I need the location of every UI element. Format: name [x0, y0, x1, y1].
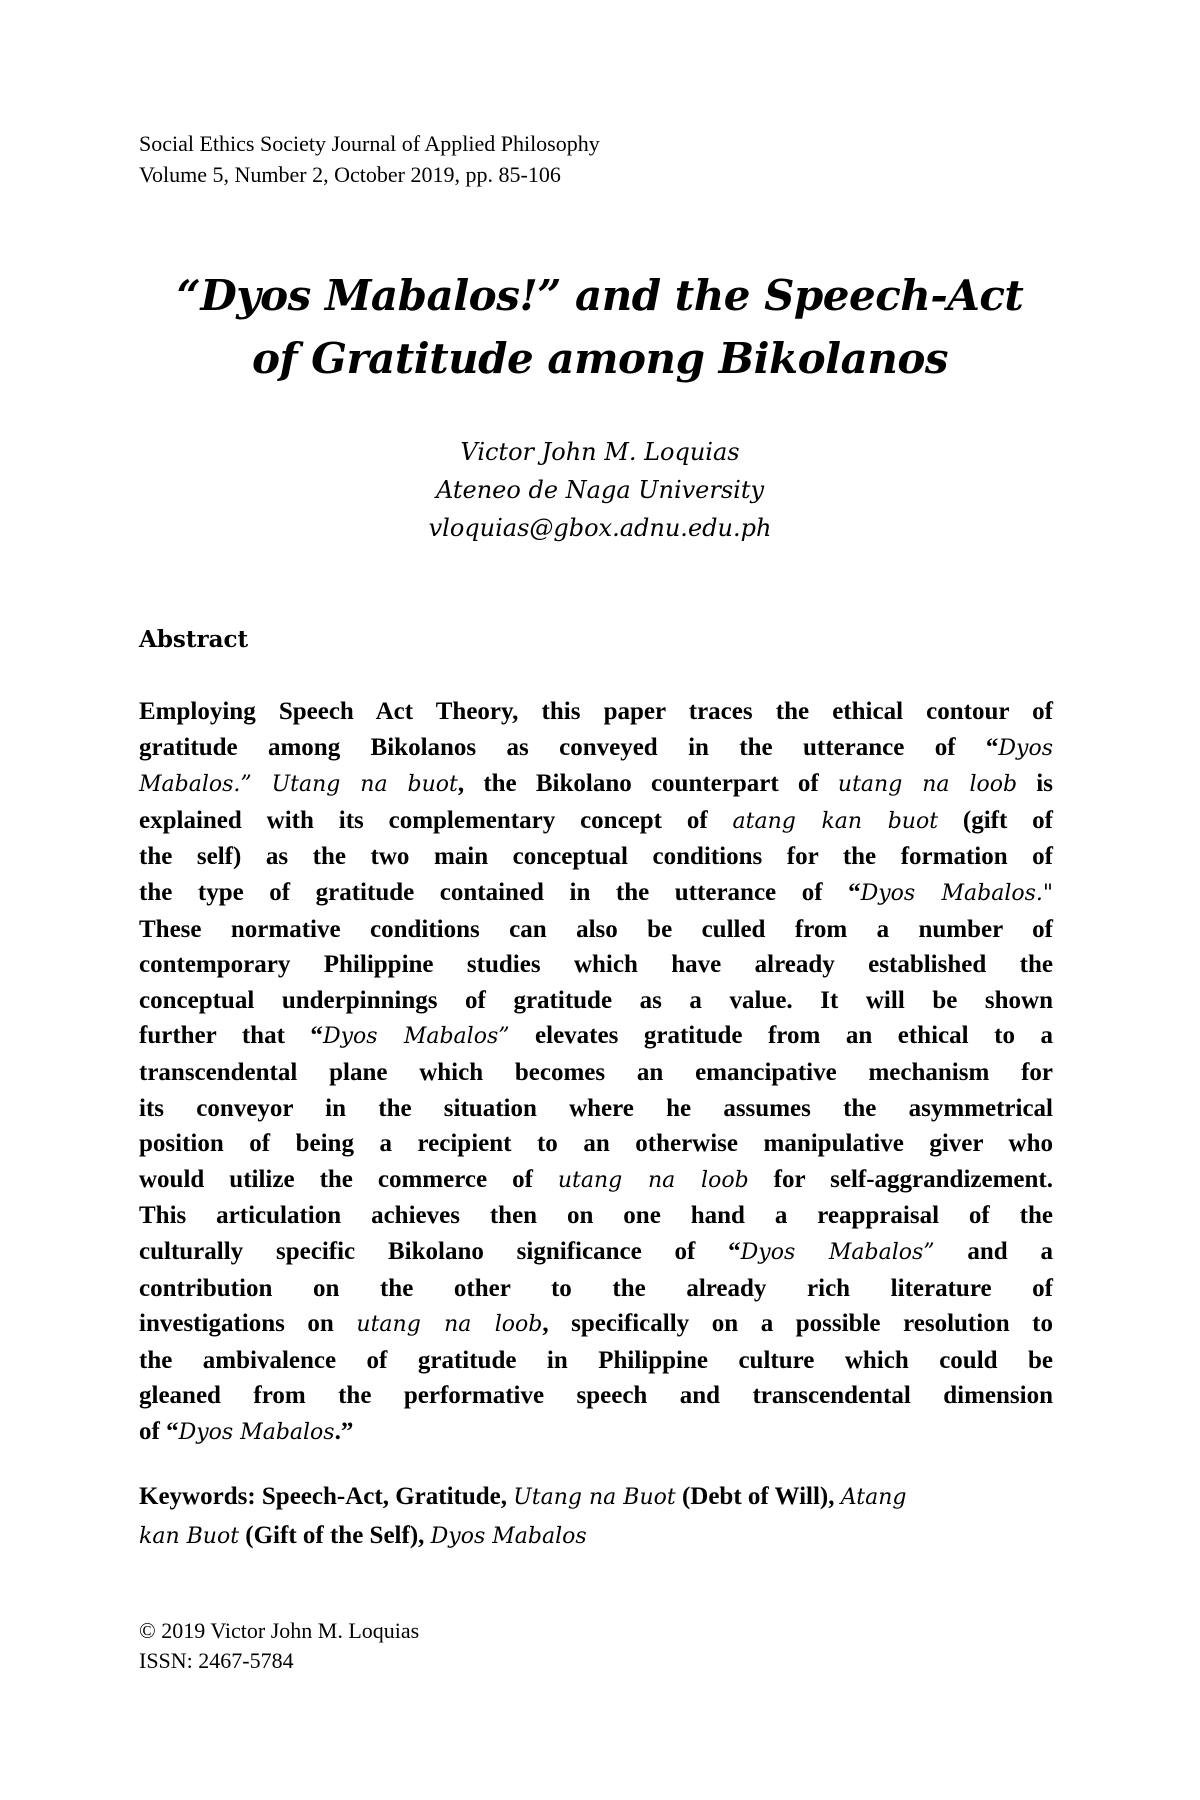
- keywords: [139, 1478, 1053, 1556]
- author-email: vloquias@gbox.adnu.edu.ph: [428, 514, 772, 542]
- keyword-italic: Dyos Mabalos: [430, 1524, 587, 1549]
- text-segment: gratitude among Bikolanos as conveyed in the utterance of “: [139, 733, 999, 761]
- text-segment: would utilize the commerce of: [139, 1165, 558, 1193]
- paper-title-line-2: of Gratitude among Bikolanos: [251, 334, 949, 383]
- text-line: [139, 1378, 1053, 1414]
- text-line: [139, 694, 1053, 730]
- keyword-italic: Atang: [840, 1485, 907, 1510]
- paper-title-line-1: “Dyos Mabalos!” and the Speech-Act: [176, 271, 1024, 320]
- italic-term: Dyos: [998, 735, 1053, 761]
- text-segment: is: [1017, 770, 1053, 798]
- text-segment: further that “: [139, 1022, 323, 1050]
- text-segment: Employing Speech Act Theory, this paper traces the ethical contour of: [139, 698, 1053, 725]
- text-segment: transcendental plane which becomes an emancipative mechanism for: [139, 1058, 1053, 1086]
- text-line: [139, 947, 1053, 983]
- text-line: [139, 1091, 1053, 1127]
- text-segment: gleaned from the performative speech and transcendental dimension: [139, 1382, 1053, 1410]
- italic-term: Dyos Mabalos: [178, 1419, 335, 1445]
- copyright-notice: © 2019 Victor John M. Loquias: [139, 1618, 420, 1643]
- footer: [139, 1616, 739, 1676]
- italic-term: Dyos Mabalos”: [322, 1024, 510, 1050]
- text-segment: of “: [139, 1417, 179, 1445]
- text-segment: , the Bikolano counterpart of: [457, 770, 838, 798]
- text-segment: These normative conditions can also be culled from a number of: [139, 915, 1053, 943]
- text-segment: explained with its complementary concept of: [139, 806, 733, 834]
- author-affiliation: Ateneo de Naga University: [435, 476, 765, 504]
- italic-term: utang na loob: [837, 772, 1018, 798]
- text-segment: position of being a recipient to an otherwise manipulative giver who: [139, 1130, 1053, 1158]
- italic-term: Dyos Mabalos.": [860, 880, 1054, 906]
- text-segment: contemporary Philippine studies which have already established the: [139, 951, 1053, 979]
- text-segment: conceptual underpinnings of gratitude as a value. It will be shown: [139, 986, 1053, 1014]
- text-segment: , specifically on a possible resolution to: [542, 1310, 1053, 1338]
- text-line: [139, 1306, 1053, 1343]
- issn: ISSN: 2467-5784: [139, 1648, 294, 1673]
- text-line: [139, 912, 1053, 948]
- text-segment: contribution on the other to the already rich literature of: [139, 1274, 1053, 1302]
- italic-term: Dyos Mabalos”: [740, 1239, 935, 1265]
- journal-header: [139, 128, 939, 190]
- keyword-italic: kan Buot: [139, 1524, 240, 1549]
- text-line: [139, 1162, 1053, 1199]
- text-segment: its conveyor in the situation where he assumes the asymmetrical: [139, 1094, 1053, 1122]
- keywords-label: Keywords:: [139, 1483, 256, 1510]
- text-segment: for self-aggrandizement.: [748, 1165, 1053, 1193]
- text-line: [139, 803, 1053, 840]
- text-segment: the type of gratitude contained in the utterance of “: [139, 878, 861, 906]
- text-line: [139, 839, 1053, 875]
- text-line: [139, 1234, 1053, 1271]
- text-line: [139, 1198, 1053, 1234]
- text-segment: culturally specific Bikolano significance of “: [139, 1237, 741, 1265]
- italic-term: utang na loob: [356, 1312, 543, 1338]
- keyword-text: (Gift of the Self),: [239, 1522, 431, 1549]
- keyword-text: Speech-Act, Gratitude,: [255, 1483, 514, 1510]
- text-segment: (gift of: [938, 806, 1053, 834]
- italic-term: utang na loob: [557, 1167, 749, 1193]
- text-line: [139, 730, 1053, 767]
- author-block: [150, 433, 1050, 547]
- text-line: [139, 1343, 1053, 1379]
- text-segment: elevates gratitude from an ethical to a: [509, 1022, 1053, 1050]
- text-segment: .”: [334, 1417, 354, 1445]
- keywords-line: [139, 1478, 1053, 1517]
- text-segment: the self) as the two main conceptual conditions for the formation of: [139, 843, 1053, 871]
- text-line: [139, 1055, 1053, 1091]
- text-line: [139, 1018, 1053, 1055]
- journal-volume: Volume 5, Number 2, October 2019, pp. 85-106: [139, 162, 561, 187]
- abstract-body: [139, 694, 1053, 1450]
- text-line: [139, 1414, 1053, 1451]
- text-line: [139, 766, 1053, 803]
- paper-title: [100, 264, 1100, 390]
- text-segment: investigations on: [139, 1310, 357, 1338]
- keyword-text: (Debt of Will),: [675, 1483, 841, 1510]
- text-line: [139, 1271, 1053, 1307]
- author-name: Victor John M. Loquias: [460, 438, 740, 466]
- italic-term: atang kan buot: [732, 808, 939, 834]
- abstract-heading: Abstract: [139, 626, 249, 653]
- italic-term: Mabalos.” Utang na buot: [139, 772, 458, 798]
- text-line: [139, 983, 1053, 1019]
- keywords-line: [139, 1517, 1053, 1556]
- journal-name: Social Ethics Society Journal of Applied Philosophy: [139, 131, 600, 156]
- text-segment: This articulation achieves then on one hand a reappraisal of the: [139, 1202, 1053, 1230]
- text-line: [139, 1126, 1053, 1162]
- keyword-italic: Utang na Buot: [513, 1485, 676, 1510]
- text-segment: the ambivalence of gratitude in Philippine culture which could be: [139, 1346, 1053, 1374]
- text-segment: and a: [934, 1237, 1053, 1265]
- text-line: [139, 875, 1053, 912]
